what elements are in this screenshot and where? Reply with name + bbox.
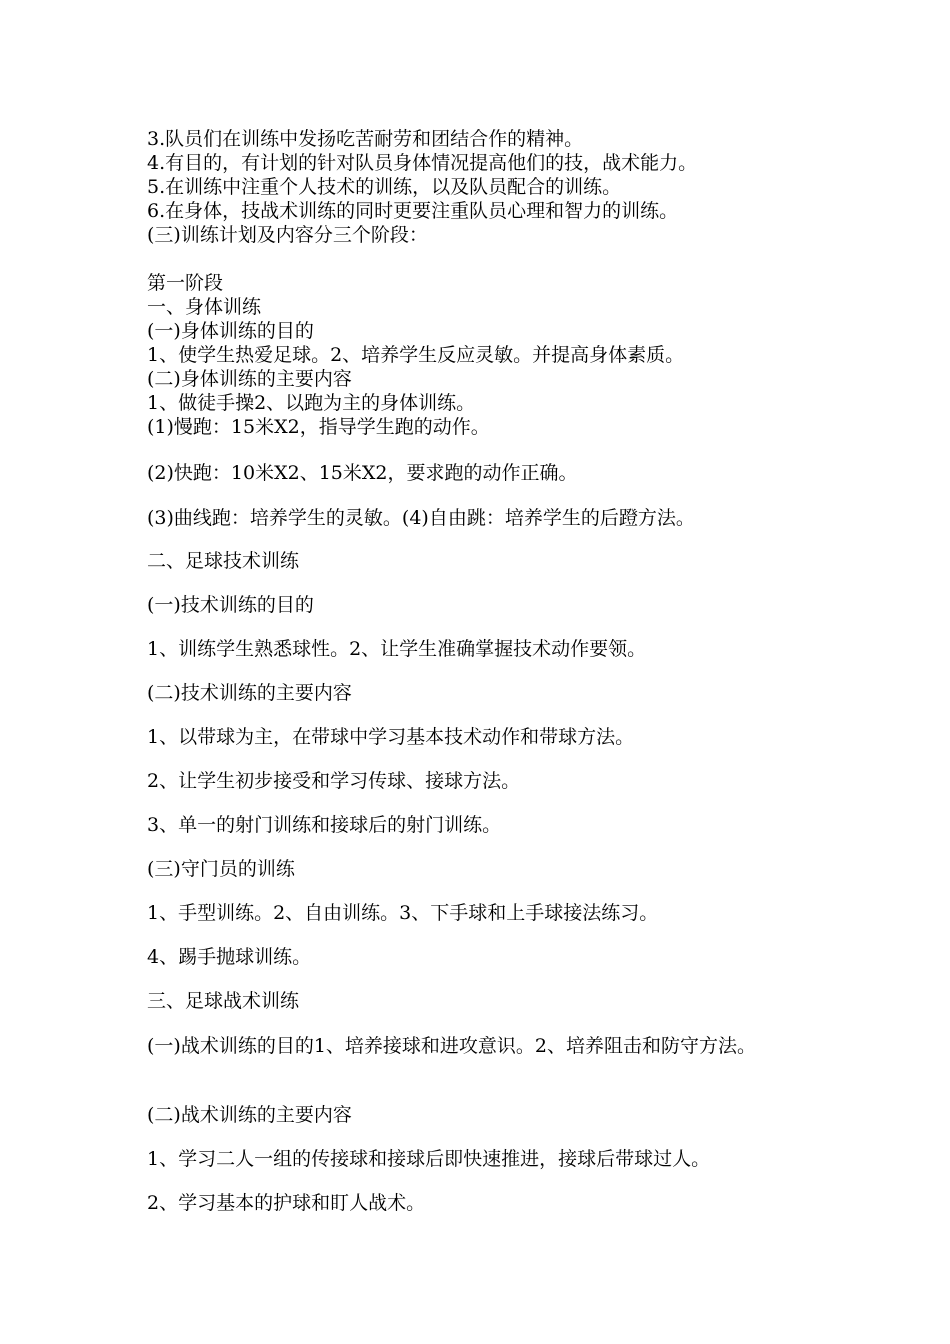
text-line-tactics-2: 2、学习基本的护球和盯人战术。 <box>147 1192 426 1214</box>
text-line-physical-1: 1、做徒手操2、以跑为主的身体训练。 <box>147 392 476 414</box>
text-line-technique-goal: 1、训练学生熟悉球性。2、让学生准确掌握技术动作要领。 <box>147 638 647 660</box>
stage-heading: 第一阶段 <box>147 272 224 294</box>
text-line-physical-goal: 1、使学生热爱足球。2、培养学生反应灵敏。并提高身体素质。 <box>147 344 685 366</box>
text-line-2: 4.有目的，有计划的针对队员身体情况提高他们的技，战术能力。 <box>147 152 698 174</box>
subheading-tactics-content: (二)战术训练的主要内容 <box>147 1104 352 1126</box>
text-line-tactics-1: 1、学习二人一组的传接球和接球后即快速推进，接球后带球过人。 <box>147 1148 711 1170</box>
subheading-goalkeeper: (三)守门员的训练 <box>147 858 295 880</box>
text-line-physical-2: (1)慢跑：15米X2，指导学生跑的动作。 <box>147 416 490 438</box>
text-line-technique-3: 3、单一的射门训练和接球后的射门训练。 <box>147 814 502 836</box>
text-line-technique-1: 1、以带球为主，在带球中学习基本技术动作和带球方法。 <box>147 726 635 748</box>
subheading-physical-goal: (一)身体训练的目的 <box>147 320 314 342</box>
text-line-4: 6.在身体，技战术训练的同时更要注重队员心理和智力的训练。 <box>147 200 679 222</box>
text-line-physical-4: (3)曲线跑：培养学生的灵敏。(4)自由跳：培养学生的后蹬方法。 <box>147 507 695 529</box>
text-line-tactics-goal: (一)战术训练的目的1、培养接球和进攻意识。2、培养阻击和防守方法。 <box>147 1035 757 1057</box>
section-heading-technique: 二、足球技术训练 <box>147 550 300 572</box>
section-heading-tactics: 三、足球战术训练 <box>147 990 300 1012</box>
text-line-physical-3: (2)快跑：10米X2、15米X2，要求跑的动作正确。 <box>147 462 578 484</box>
text-line-1: 3.队员们在训练中发扬吃苦耐劳和团结合作的精神。 <box>147 128 584 150</box>
subheading-technique-goal: (一)技术训练的目的 <box>147 594 314 616</box>
subheading-physical-content: (二)身体训练的主要内容 <box>147 368 352 390</box>
text-line-goalkeeper-2: 4、踢手抛球训练。 <box>147 946 312 968</box>
section-heading-plan: (三)训练计划及内容分三个阶段： <box>147 224 428 246</box>
text-line-technique-2: 2、让学生初步接受和学习传球、接球方法。 <box>147 770 521 792</box>
section-heading-physical: 一、身体训练 <box>147 296 262 318</box>
text-line-goalkeeper-1: 1、手型训练。2、自由训练。3、下手球和上手球接法练习。 <box>147 902 659 924</box>
text-line-3: 5.在训练中注重个人技术的训练，以及队员配合的训练。 <box>147 176 622 198</box>
subheading-technique-content: (二)技术训练的主要内容 <box>147 682 352 704</box>
